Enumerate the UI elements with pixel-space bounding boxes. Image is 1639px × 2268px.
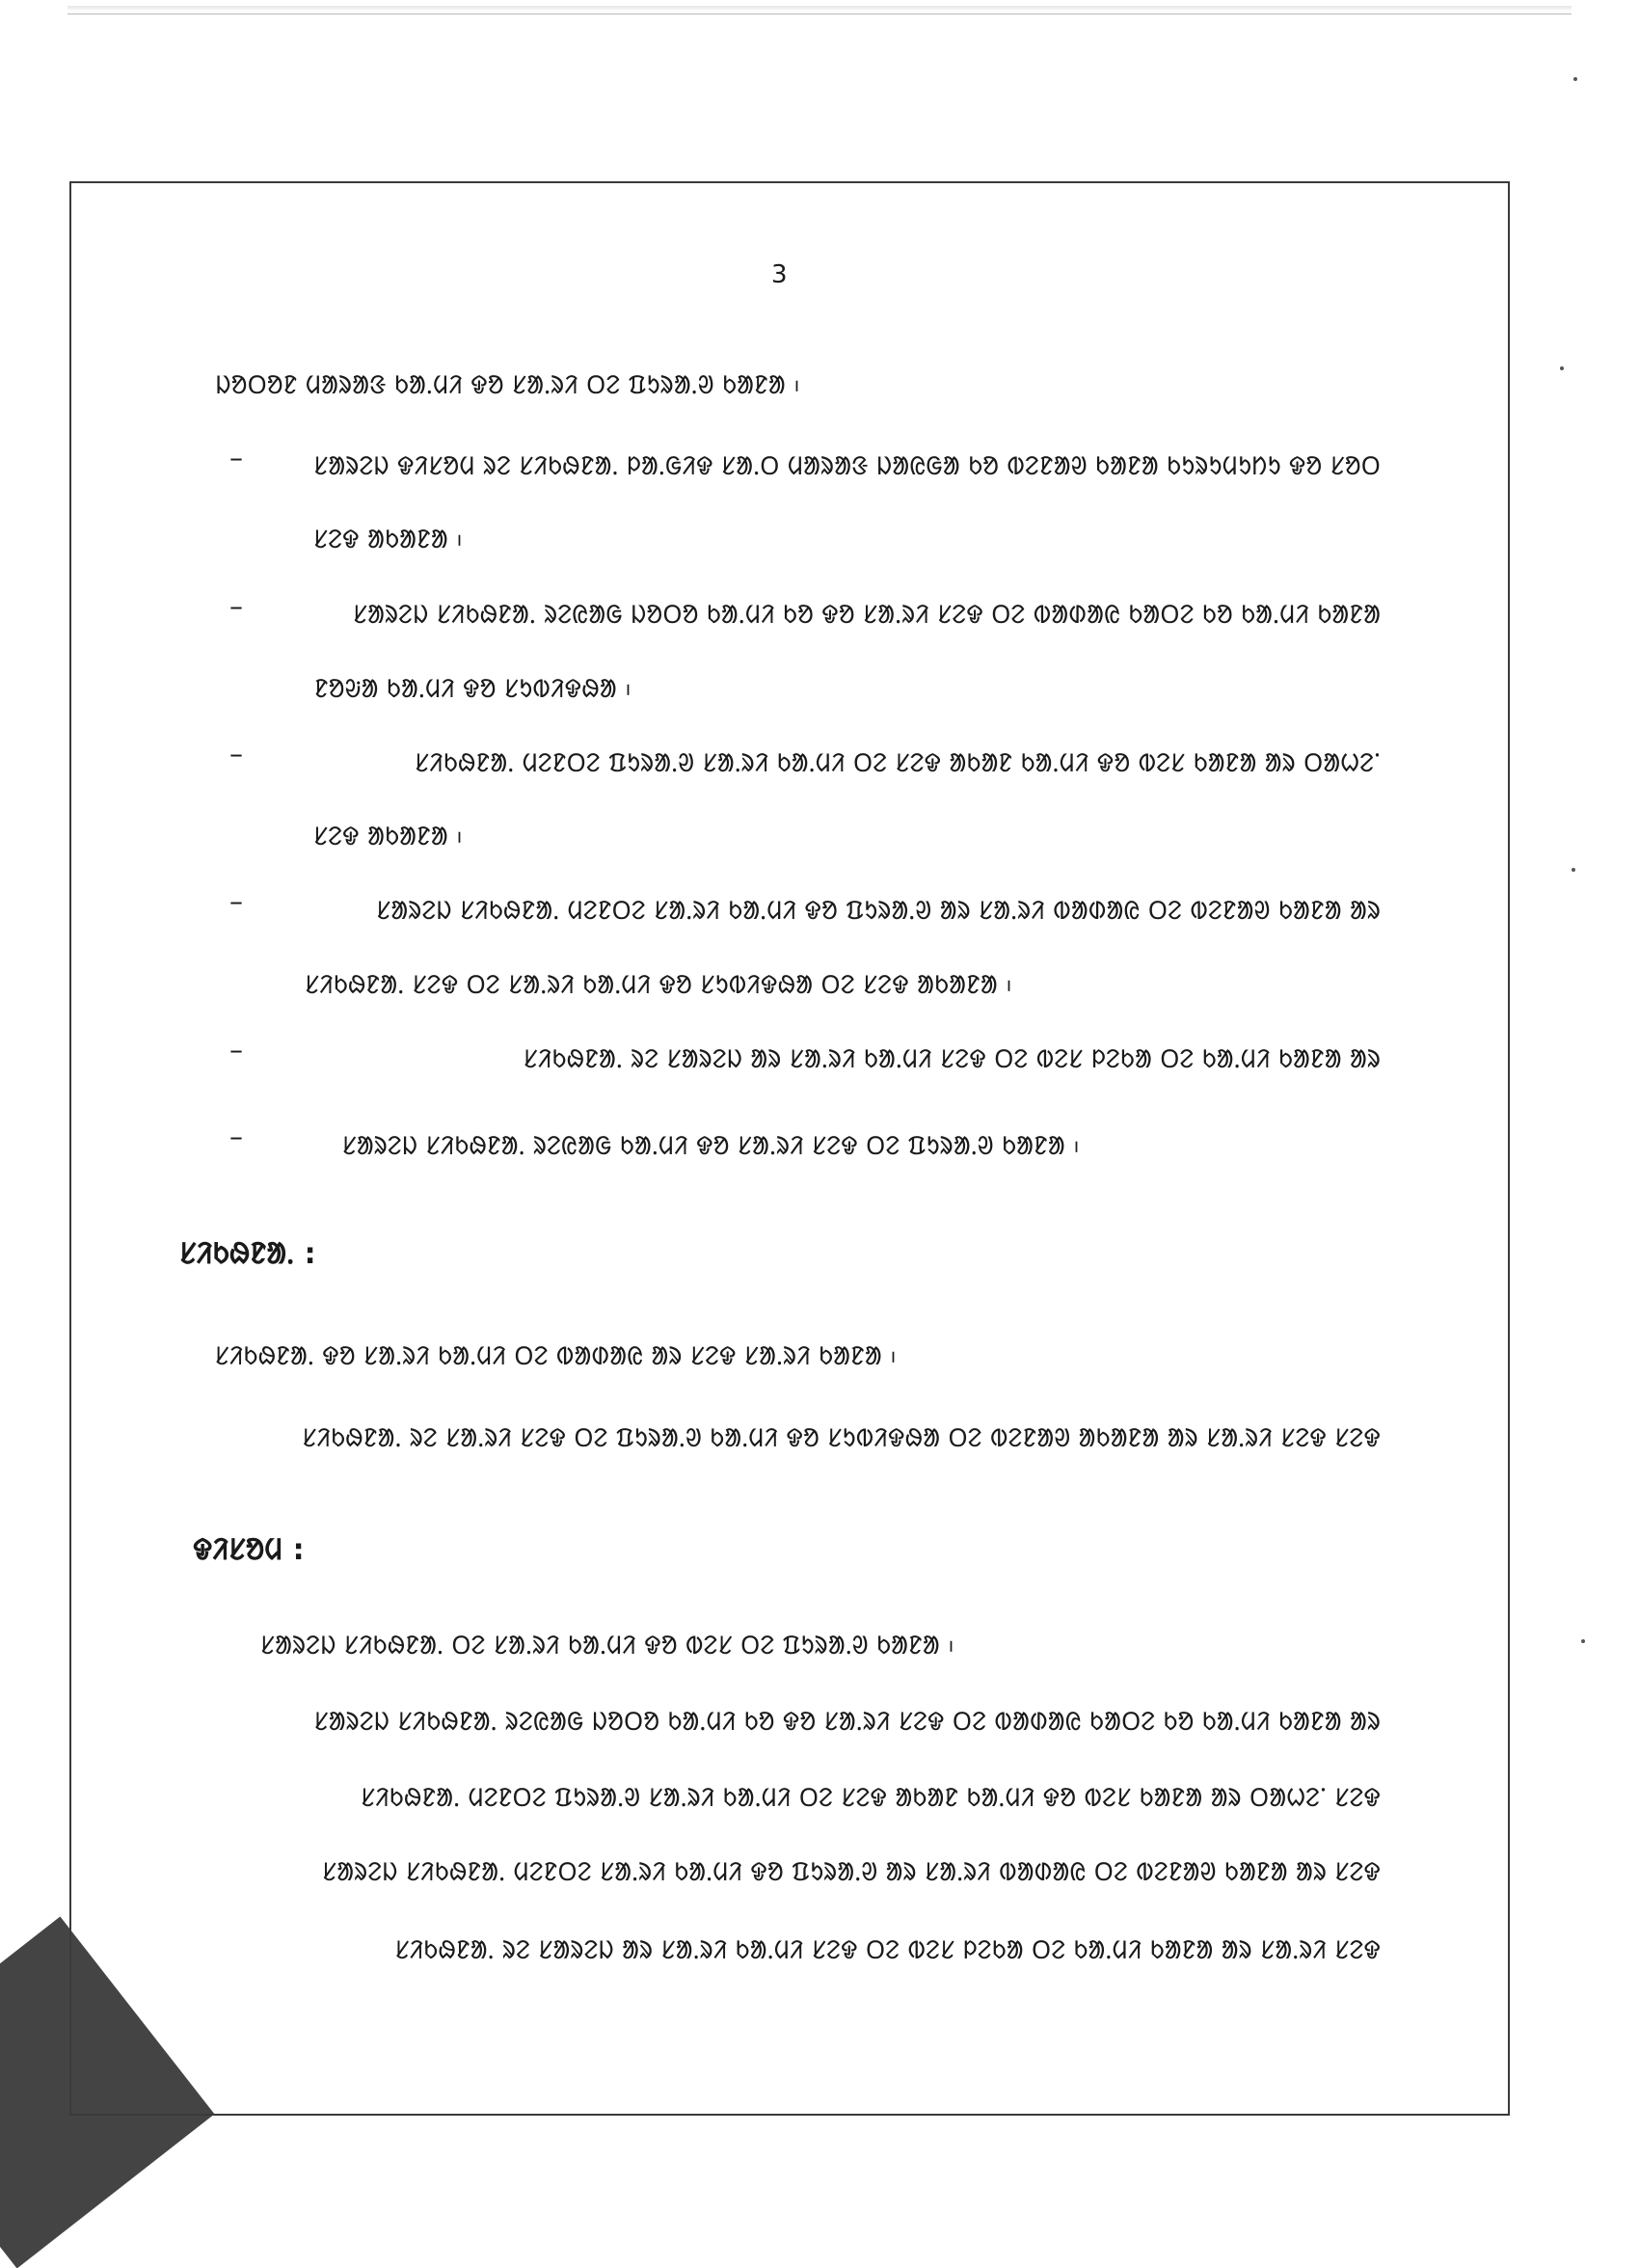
section-one-line-2: ᱥᱤᱠᱷᱱᱟᱹ ᱨᱮ ᱥᱟᱹᱨᱤ ᱥᱮᱫ ᱛᱮ ᱯᱩᱨᱟᱹᱣ ᱠᱟᱹᱢᱤ ᱫᱚ ᱥᱩᱵᱤᱫᱷᱟ ᱛᱮ ᱵᱮᱱᱟᱣ ᱟᱠᱟᱱᱟ ᱟᱨ ᱥᱟᱹᱨᱤ ᱥᱮᱫ ᱥᱮᱫ xyxy=(302,1424,1381,1453)
scan-dot xyxy=(1581,1639,1585,1643)
section-two-heading: ᱫᱤᱥᱚᱢ : xyxy=(193,1533,305,1567)
section-two-line-3: ᱥᱤᱠᱷᱱᱟᱹ ᱢᱮᱱᱛᱮ ᱯᱩᱨᱟᱹᱣ ᱥᱟᱹᱨᱤ ᱠᱟᱹᱢᱤ ᱛᱮ ᱥᱮᱫ ᱟᱠᱟᱱ ᱠᱟᱹᱢᱤ ᱫᱚ ᱵᱮᱥ ᱠᱟᱱᱟ ᱟᱨ ᱛᱟᱦᱮᱸ ᱥᱮᱫ xyxy=(360,1784,1381,1813)
scan-dot xyxy=(1573,77,1577,81)
list-dash: – xyxy=(229,885,243,917)
section-two-line-5: ᱥᱤᱠᱷᱱᱟᱹ ᱨᱮ ᱥᱟᱨᱮᱡ ᱟᱨ ᱥᱟᱹᱨᱤ ᱠᱟᱹᱢᱤ ᱥᱮᱫ ᱛᱮ ᱵᱮᱥ ᱞᱮᱠᱟ ᱛᱮ ᱠᱟᱹᱢᱤ ᱠᱟᱱᱟ ᱟᱨ ᱥᱟᱹᱨᱤ ᱥᱮᱫ xyxy=(394,1936,1381,1965)
list-item-1-line-1: ᱥᱟᱨᱮᱡ ᱫᱤᱥᱚᱢ ᱨᱮ ᱥᱤᱠᱷᱱᱟᱹ ᱞᱟᱹᱜᱤᱫ ᱥᱟᱹᱛ ᱢᱟᱨᱟᱝ ᱡᱟᱭᱜᱟ ᱠᱚ ᱵᱮᱱᱟᱣ ᱠᱟᱱᱟ ᱠᱩᱨᱩᱢᱩᱴᱩ ᱫᱚ ᱥᱚᱛ xyxy=(313,452,1381,481)
list-dash: – xyxy=(229,1120,243,1152)
list-item-3-line-2: ᱥᱮᱫ ᱟᱠᱟᱱᱟ ᱾ xyxy=(312,823,463,851)
list-item-5-line-1: ᱥᱤᱠᱷᱱᱟᱹ ᱨᱮ ᱥᱟᱨᱮᱡ ᱟᱨ ᱥᱟᱹᱨᱤ ᱠᱟᱹᱢᱤ ᱥᱮᱫ ᱛᱮ ᱵᱮᱥ ᱞᱮᱠᱟ ᱛᱮ ᱠᱟᱹᱢᱤ ᱠᱟᱱᱟ ᱟᱨ xyxy=(523,1045,1381,1074)
list-item-2-line-1: ᱥᱟᱨᱮᱡ ᱥᱤᱠᱷᱱᱟᱹ ᱨᱮᱭᱟᱜ ᱡᱚᱛᱚ ᱠᱟᱹᱢᱤ ᱠᱚ ᱫᱚ ᱥᱟᱹᱨᱤ ᱥᱮᱫ ᱛᱮ ᱵᱟᱰᱟᱭ ᱠᱟᱛᱮ ᱠᱚ ᱠᱟᱹᱢᱤ ᱠᱟᱱᱟ xyxy=(352,601,1381,630)
page-number: 3 xyxy=(771,260,788,289)
list-item-3-line-1: ᱥᱤᱠᱷᱱᱟᱹ ᱢᱮᱱᱛᱮ ᱯᱩᱨᱟᱹᱣ ᱥᱟᱹᱨᱤ ᱠᱟᱹᱢᱤ ᱛᱮ ᱥᱮᱫ ᱟᱠᱟᱱ ᱠᱟᱹᱢᱤ ᱫᱚ ᱵᱮᱥ ᱠᱟᱱᱟ ᱟᱨ ᱛᱟᱦᱮᱸ xyxy=(414,749,1381,778)
list-item-4-line-1: ᱥᱟᱨᱮᱡ ᱥᱤᱠᱷᱱᱟᱹ ᱢᱮᱱᱛᱮ ᱥᱟᱹᱨᱤ ᱠᱟᱹᱢᱤ ᱫᱚ ᱯᱩᱨᱟᱹᱣ ᱟᱨ ᱥᱟᱹᱨᱤ ᱵᱟᱰᱟᱭ ᱛᱮ ᱵᱮᱱᱟᱣ ᱠᱟᱱᱟ ᱟᱨ xyxy=(375,897,1381,926)
list-dash: – xyxy=(229,442,243,473)
list-item-2-line-2: ᱱᱚᱶᱟ ᱠᱟᱹᱢᱤ ᱫᱚ ᱥᱩᱵᱤᱫᱷᱟ ᱾ xyxy=(313,675,631,704)
list-dash: – xyxy=(229,738,243,770)
list-intro-line: ᱡᱚᱛᱚᱱ ᱢᱟᱨᱟᱝ ᱠᱟᱹᱢᱤ ᱫᱚ ᱥᱟᱹᱨᱤ ᱛᱮ ᱯᱩᱨᱟᱹᱣ ᱠᱟᱱᱟ ᱾ xyxy=(215,371,800,400)
scan-dot xyxy=(1572,868,1575,872)
list-dash: – xyxy=(229,1034,243,1066)
section-one-heading: ᱥᱤᱠᱷᱱᱟᱹ : xyxy=(179,1237,316,1271)
list-item-4-line-2: ᱥᱤᱠᱷᱱᱟᱹ ᱥᱮᱫ ᱛᱮ ᱥᱟᱹᱨᱤ ᱠᱟᱹᱢᱤ ᱫᱚ ᱥᱩᱵᱤᱫᱷᱟ ᱛᱮ ᱥᱮᱫ ᱟᱠᱟᱱᱟ ᱾ xyxy=(304,971,1012,1000)
section-two-line-2: ᱥᱟᱨᱮᱡ ᱥᱤᱠᱷᱱᱟᱹ ᱨᱮᱭᱟᱜ ᱡᱚᱛᱚ ᱠᱟᱹᱢᱤ ᱠᱚ ᱫᱚ ᱥᱟᱹᱨᱤ ᱥᱮᱫ ᱛᱮ ᱵᱟᱰᱟᱭ ᱠᱟᱛᱮ ᱠᱚ ᱠᱟᱹᱢᱤ ᱠᱟᱱᱟ ᱟᱨ xyxy=(313,1708,1381,1737)
section-two-line-4: ᱥᱟᱨᱮᱡ ᱥᱤᱠᱷᱱᱟᱹ ᱢᱮᱱᱛᱮ ᱥᱟᱹᱨᱤ ᱠᱟᱹᱢᱤ ᱫᱚ ᱯᱩᱨᱟᱹᱣ ᱟᱨ ᱥᱟᱹᱨᱤ ᱵᱟᱰᱟᱭ ᱛᱮ ᱵᱮᱱᱟᱣ ᱠᱟᱱᱟ ᱟᱨ ᱥᱮᱫ xyxy=(321,1858,1381,1887)
section-two-line-1: ᱥᱟᱨᱮᱡ ᱥᱤᱠᱷᱱᱟᱹ ᱛᱮ ᱥᱟᱹᱨᱤ ᱠᱟᱹᱢᱤ ᱫᱚ ᱵᱮᱥ ᱛᱮ ᱯᱩᱨᱟᱹᱣ ᱠᱟᱱᱟ ᱾ xyxy=(259,1632,954,1660)
scan-dot xyxy=(1560,366,1564,370)
list-item-6-line-1: ᱥᱟᱨᱮᱡ ᱥᱤᱠᱷᱱᱟᱹ ᱨᱮᱭᱟᱜ ᱠᱟᱹᱢᱤ ᱫᱚ ᱥᱟᱹᱨᱤ ᱥᱮᱫ ᱛᱮ ᱯᱩᱨᱟᱹᱣ ᱠᱟᱱᱟ ᱾ xyxy=(341,1132,1080,1161)
list-dash: – xyxy=(229,590,243,622)
scan-top-shadow xyxy=(67,6,1572,12)
section-one-line-1: ᱥᱤᱠᱷᱱᱟᱹ ᱫᱚ ᱥᱟᱹᱨᱤ ᱠᱟᱹᱢᱤ ᱛᱮ ᱵᱟᱰᱟᱭ ᱟᱨ ᱥᱮᱫ ᱥᱟᱹᱨᱤ ᱠᱟᱱᱟ ᱾ xyxy=(214,1342,897,1371)
list-item-1-line-2: ᱥᱮᱫ ᱟᱠᱟᱱᱟ ᱾ xyxy=(312,526,463,554)
